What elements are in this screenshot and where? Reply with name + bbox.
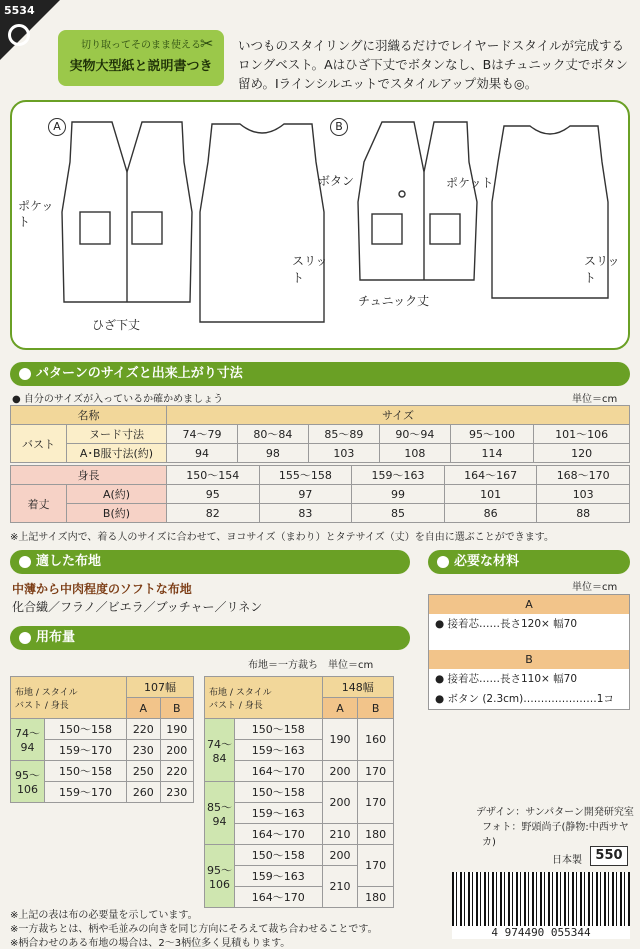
price: 550 <box>590 846 628 866</box>
usage-unit: 布地＝一方裁ち 単位＝cm <box>248 660 374 671</box>
brand-logo-icon <box>8 24 30 46</box>
credit-photo: フォト：野頭尚子(静物:中西サヤカ) <box>482 822 629 848</box>
usage-section-title: 用布量 <box>10 626 410 650</box>
badge-line2: 実物大型紙と説明書つき <box>69 59 213 74</box>
badge-line1: 切り取ってそのまま使える <box>81 40 201 51</box>
barcode-number: 4 974490 055344 <box>452 926 630 939</box>
footnote-1: ※上記の表は布の必要量を示しています。 <box>10 910 198 921</box>
materials-section-title: 必要な材料 <box>428 550 630 574</box>
fabric-line1: 中薄から中肉程度のソフトな布地 <box>12 582 192 596</box>
fabric-section-title: 適した布地 <box>10 550 410 574</box>
size-section-title: パターンのサイズと出来上がり寸法 <box>10 362 630 386</box>
size-table: 名称 サイズ バスト ヌード寸法 74〜79 80〜84 85〜89 90〜94 95〜100 101〜106 A･B服寸法(約) 94 98 103 108 114 120 <box>10 405 630 463</box>
materials-box: A ● 接着芯……長さ120× 幅70 B ● 接着芯……長さ110× 幅70 ● ボタン (2.3cm)…………………1コ <box>428 594 630 710</box>
slit-label-b: スリット <box>584 254 620 285</box>
intro-text: いつものスタイリングに羽織るだけでレイヤードスタイルが完成するロングベスト。Aはひざ下丈でボタンなし、Bはチュニック丈でボタン留め。Iラインシルエットでスタイルアップ効果も◎。 <box>238 38 628 91</box>
pocket-label-a: ポケット <box>18 199 54 229</box>
size-note: ※上記サイズ内で、着る人のサイズに合わせて、ヨコサイズ（まわり）とタテサイズ（丈）を自由に選ぶことができます。 <box>10 532 554 543</box>
footnote-3: ※柄合わせのある布地の場合は、2〜3柄位多く見積もります。 <box>10 938 291 949</box>
usage-table-148: 布地 / スタイル バスト / 身長 148幅 A B 74〜84 150〜158 190 160 159〜163 164〜170 200 170 85〜94 150〜158 200 170 159〜163 164〜170 210 180 95〜106 150〜158 200 170 159〜163 210 164〜170 180 <box>204 676 394 908</box>
slit-label-a: スリット <box>292 254 328 285</box>
made-in: 日本製 <box>552 855 582 866</box>
pocket-label-b: ポケット <box>446 176 494 190</box>
vest-drawings <box>12 102 628 348</box>
scissors-icon: ✂ <box>200 34 214 53</box>
length-label-b: チュニック丈 <box>358 294 430 308</box>
button-label: ボタン <box>318 174 355 188</box>
credit-design: デザイン：サンパターン開発研究室 <box>476 807 634 818</box>
materials-unit: 単位＝cm <box>572 582 618 593</box>
pattern-code: 5534 <box>4 4 35 17</box>
barcode <box>452 872 630 926</box>
size-unit: 単位＝cm <box>572 394 618 405</box>
variant-a-mark: A <box>48 118 66 136</box>
length-label-a: ひざ下丈 <box>92 318 141 332</box>
length-table: 身長 150〜154 155〜158 159〜163 164〜167 168〜170 着丈 A(約) 95 97 99 101 103 B(約) 82 83 85 86 88 <box>10 465 630 523</box>
fabric-line2: 化合繊／フラノ／ビエラ／ブッチャー／リネン <box>12 600 263 614</box>
size-bullet: ● 自分のサイズが入っているか確かめましょう <box>12 394 224 405</box>
variant-b-mark: B <box>330 118 348 136</box>
illustration-panel <box>10 100 630 350</box>
usage-table-107: 布地 / スタイル バスト / 身長 107幅 A B 74〜94 150〜158 220 190 159〜170 230 200 95〜106 150〜158 250 220 159〜170 260 230 <box>10 676 194 803</box>
footnote-2: ※一方裁ちとは、柄や毛並みの向きを同じ方向にそろえて裁ち合わせることです。 <box>10 924 378 935</box>
